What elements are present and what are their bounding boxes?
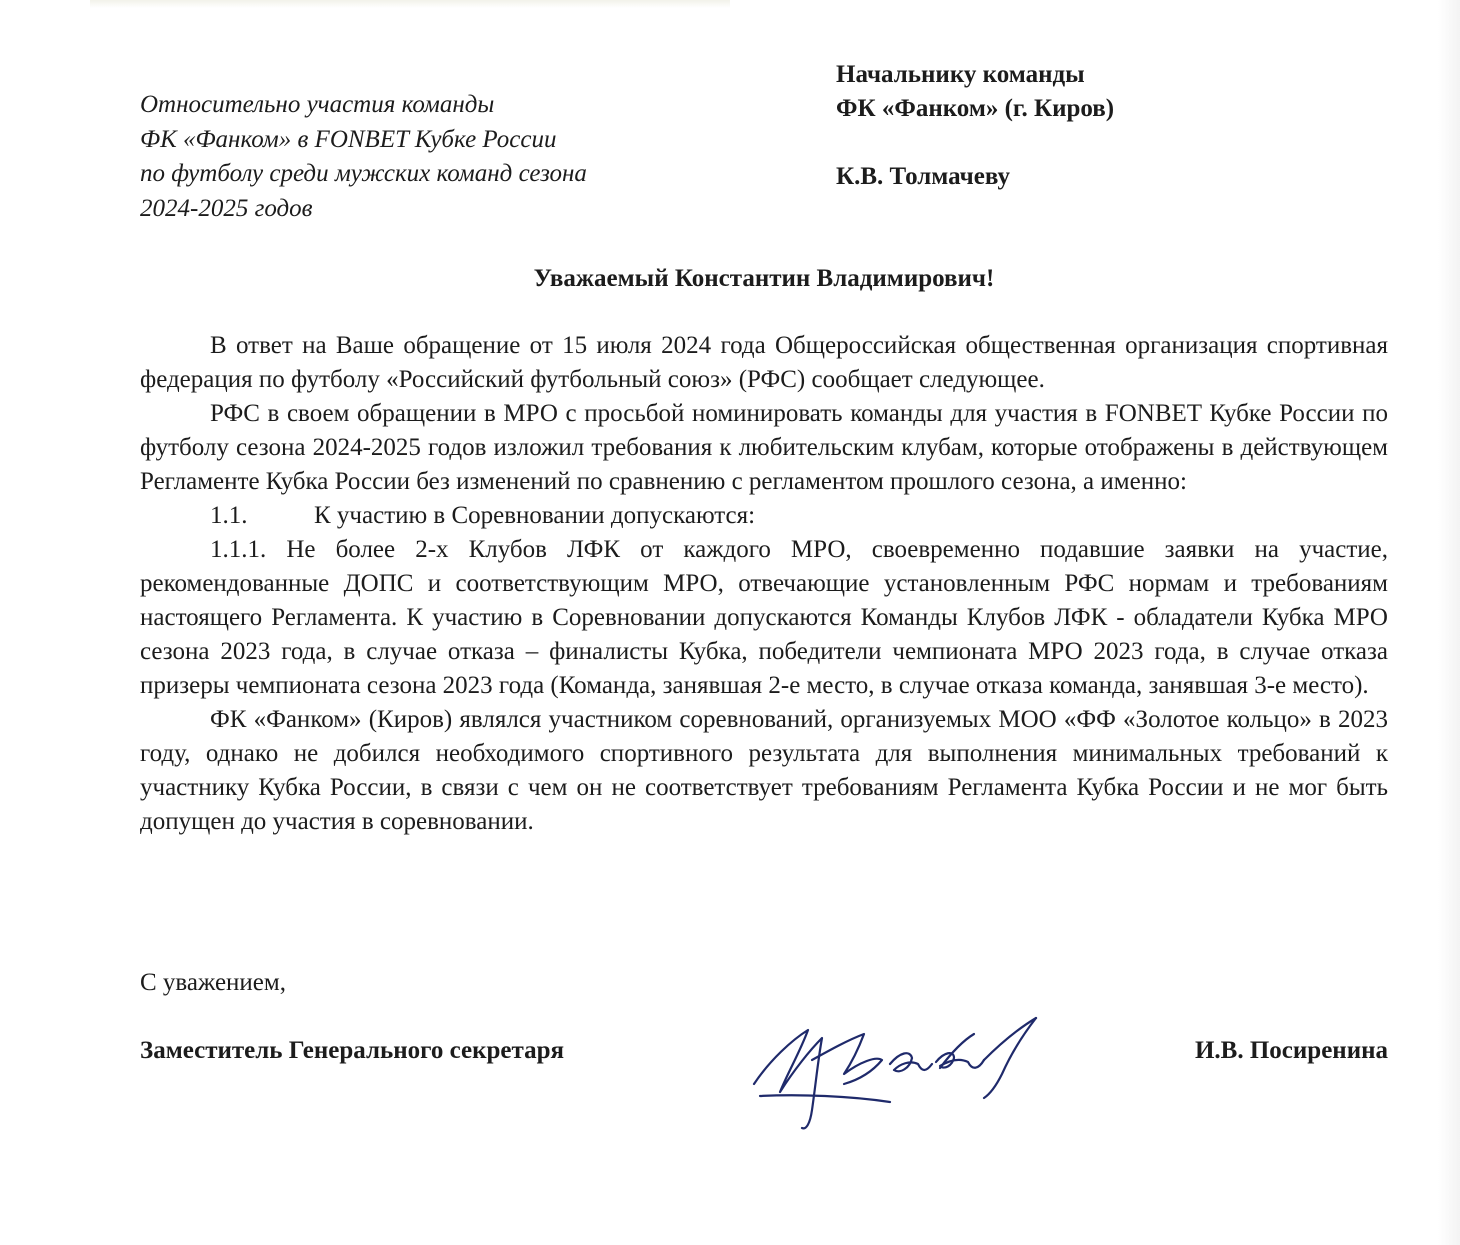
addressee-block — [836, 58, 1114, 194]
signer-name: И.В. Посиренина — [1194, 1037, 1388, 1064]
addressee-title: Начальнику команды — [836, 61, 1085, 88]
regulation-clause — [140, 499, 1388, 533]
subject-line: Относительно участия команды — [140, 91, 495, 118]
subject-line: по футболу среди мужских команд сезона — [140, 160, 587, 187]
body-paragraph: ФК «Фанком» (Киров) являлся участником соревнований, организуемых МОО «ФФ «Золотое кольцо» в 2023 году, однако не добился необходимого спортивного результата для выполнения минимальных требований к участнику Кубка России, в связи с чем он не соответствует требованиям Регламента Кубка России и не мог быть допущен до участия в соревновании. — [140, 706, 1388, 835]
letter-body — [140, 329, 1388, 839]
closing-regards: С уважением, — [140, 969, 286, 996]
clause-number: 1.1. — [210, 502, 248, 529]
salutation: Уважаемый Константин Владимирович! — [533, 265, 995, 292]
signer-position: Заместитель Генерального секретаря — [140, 1037, 565, 1064]
addressee-name: К.В. Толмачеву — [836, 163, 1010, 190]
body-paragraph: РФС в своем обращении в МРО с просьбой номинировать команды для участия в FONBET Кубке России по футболу сезона 2024-2025 годов изложил требования к любительским клубам, которые отображены в действующем Регламенте Кубка России без изменений по сравнению с регламентом прошлого сезона, а именно: — [140, 400, 1388, 495]
body-paragraph: В ответ на Ваше обращение от 15 июля 2024 года Общероссийская общественная организация спортивная федерация по футболу «Российский футбольный союз» (РФС) сообщает следующее. — [140, 332, 1388, 393]
letter-subject — [140, 88, 740, 226]
body-paragraph: 1.1.1. Не более 2-х Клубов ЛФК от каждого МРО, своевременно подавшие заявки на участие, рекомендованные ДОПС и соответствующим МРО, отвечающие установленным РФС нормам и требованиям настоящего Регламента. К участию в Соревновании допускаются Команды Клубов ЛФК - обладатели Кубка МРО сезона 2023 года, в случае отказа – финалисты Кубка, победители чемпионата МРО 2023 года, в случае отказа призеры чемпионата сезона 2023 года (Команда, занявшая 2-е место, в случае отказа команда, занявшая 3-е место). — [140, 536, 1388, 699]
clause-text: К участию в Соревновании допускаются: — [314, 502, 756, 529]
scan-artifact — [90, 0, 730, 8]
page-edge-shadow — [1438, 0, 1460, 1245]
addressee-organization: ФК «Фанком» (г. Киров) — [836, 95, 1115, 122]
handwritten-signature — [740, 1000, 1050, 1140]
subject-line: 2024-2025 годов — [140, 194, 313, 222]
subject-line: ФК «Фанком» в FONBET Кубке России — [140, 125, 557, 153]
